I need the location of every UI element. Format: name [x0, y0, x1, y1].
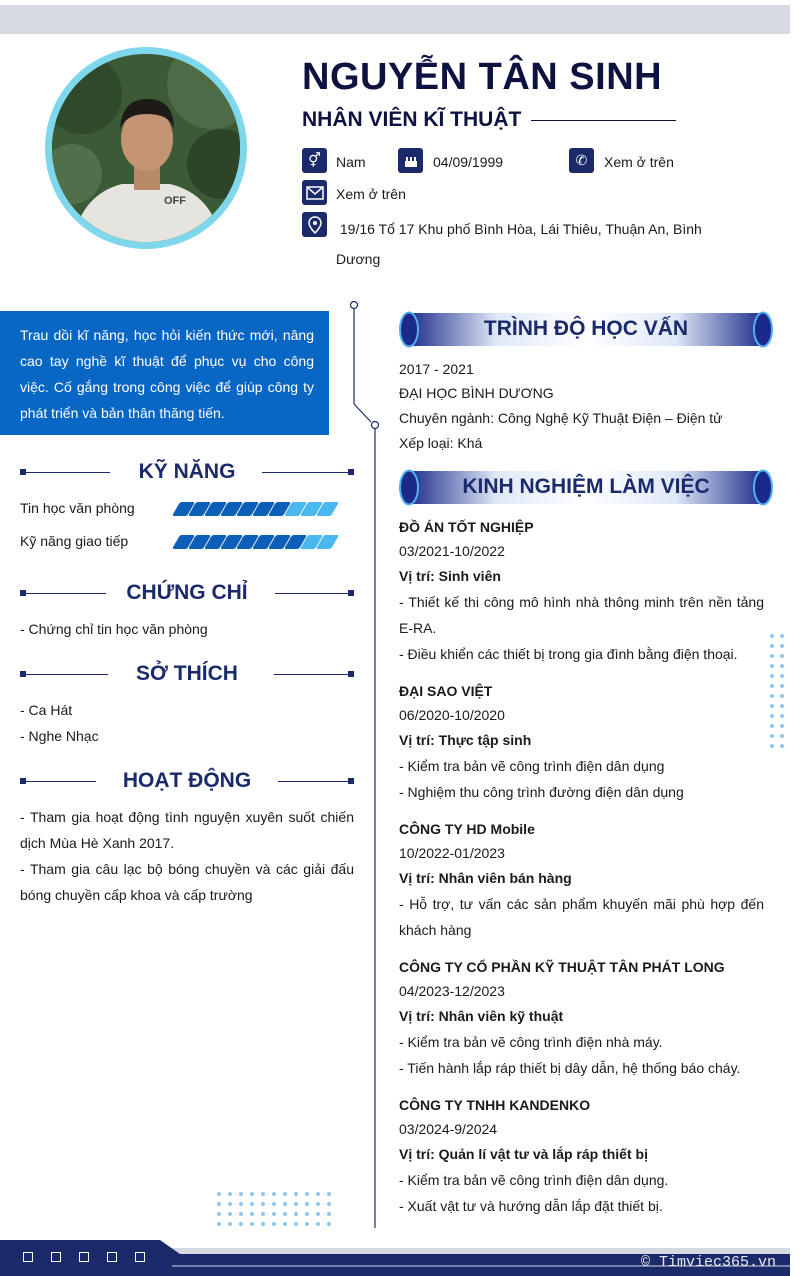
job-company: CÔNG TY CỔ PHẦN KỸ THUẬT TÂN PHÁT LONG [399, 959, 725, 975]
decorative-dot [780, 694, 784, 698]
education-section [399, 357, 764, 455]
activities-heading [20, 771, 354, 791]
decorative-dot [239, 1192, 243, 1196]
decorative-dot [283, 1202, 287, 1206]
decorative-dot [316, 1202, 320, 1206]
education-major: Chuyên ngành: Công Nghệ Kỹ Thuật Điện – Điện tử [399, 410, 723, 426]
job-entry [399, 817, 764, 943]
footer-square-icon [107, 1252, 117, 1262]
decorative-dot [770, 634, 774, 638]
decorative-dot [217, 1212, 221, 1216]
job-bullet: - Hỗ trợ, tư vấn các sản phẩm khuyến mãi phù hợp đến khách hàng [399, 896, 764, 938]
certificate-item: - Chứng chỉ tin học văn phòng [20, 621, 208, 637]
decorative-dot [217, 1222, 221, 1226]
decorative-dot [239, 1202, 243, 1206]
job-bullet: - Xuất vật tư và hướng dẫn lắp đặt thiết bị. [399, 1198, 663, 1214]
phone-text: Xem ở trên [604, 154, 674, 170]
title-divider [531, 120, 676, 121]
decorative-dot [261, 1202, 265, 1206]
decorative-dot [217, 1192, 221, 1196]
job-company: CÔNG TY TNHH KANDENKO [399, 1097, 591, 1113]
decorative-dot [283, 1212, 287, 1216]
job-date: 04/2023-12/2023 [399, 983, 505, 999]
job-date: 03/2021-10/2022 [399, 543, 505, 559]
decorative-dot [228, 1202, 232, 1206]
footer-square-icon [79, 1252, 89, 1262]
dot-pattern-bottom [217, 1192, 338, 1232]
decorative-dot [305, 1202, 309, 1206]
decorative-dot [239, 1212, 243, 1216]
birthday-text: 04/09/1999 [433, 154, 504, 170]
hobby-item: - Nghe Nhạc [20, 728, 99, 744]
decorative-dot [272, 1192, 276, 1196]
decorative-dot [327, 1192, 331, 1196]
avatar-photo [52, 54, 240, 242]
job-entry [399, 955, 764, 1081]
job-date: 10/2022-01/2023 [399, 845, 505, 861]
decorative-dot [770, 734, 774, 738]
decorative-dot [780, 654, 784, 658]
top-bar [0, 5, 790, 34]
gender-icon: ⚥ [302, 148, 327, 173]
decorative-dot [283, 1192, 287, 1196]
decorative-dot [316, 1192, 320, 1196]
decorative-dot [250, 1222, 254, 1226]
job-date: 03/2024-9/2024 [399, 1121, 498, 1137]
decorative-dot [327, 1212, 331, 1216]
decorative-dot [261, 1192, 265, 1196]
decorative-dot [305, 1192, 309, 1196]
decorative-dot [283, 1222, 287, 1226]
decorative-dot [250, 1202, 254, 1206]
decorative-dot [217, 1202, 221, 1206]
address-text: 19/16 Tổ 17 Khu phố Bình Hòa, Lái Thiêu, Thuận An, Bình Dương [336, 221, 702, 267]
job-entry [399, 679, 764, 805]
job-position: Vị trí: Nhân viên bán hàng [399, 870, 572, 886]
decorative-dot [780, 734, 784, 738]
decorative-dot [294, 1192, 298, 1196]
footer-square-icon [23, 1252, 33, 1262]
decorative-dot [780, 634, 784, 638]
job-bullet: - Tiến hành lắp ráp thiết bị dây dẫn, hệ thống báo cháy. [399, 1060, 741, 1076]
decorative-dot [780, 664, 784, 668]
decorative-dot [294, 1212, 298, 1216]
footer-square-icon [135, 1252, 145, 1262]
job-entry [399, 515, 764, 667]
education-grade: Xếp loại: Khá [399, 435, 483, 451]
decorative-dot [770, 724, 774, 728]
certificates-heading [20, 583, 354, 603]
shirt-logo: OFF [164, 195, 186, 207]
decorative-dot [316, 1222, 320, 1226]
timeline-decoration [345, 298, 385, 1228]
decorative-dot [780, 744, 784, 748]
decorative-dot [770, 664, 774, 668]
decorative-dot [228, 1222, 232, 1226]
decorative-dot [780, 724, 784, 728]
decorative-dot [327, 1222, 331, 1226]
skill-label: Kỹ năng giao tiếp [20, 533, 129, 549]
footer-square-icon [51, 1252, 61, 1262]
job-bullet: - Nghiệm thu công trình đường điện dân dụng [399, 784, 684, 800]
job-bullet: - Thiết kế thi công mô hình nhà thông minh trên nền tảng E-RA. [399, 594, 764, 636]
job-bullet: - Kiểm tra bản vẽ công trình điện nhà máy. [399, 1034, 663, 1050]
hobbies-title: SỞ THÍCH [136, 662, 238, 685]
job-company: CÔNG TY HD Mobile [399, 821, 535, 837]
gender-text: Nam [336, 154, 366, 170]
job-position: Vị trí: Sinh viên [399, 568, 501, 584]
decorative-dot [261, 1212, 265, 1216]
skill-bar-communication [176, 535, 335, 549]
decorative-dot [305, 1212, 309, 1216]
job-bullet: - Kiểm tra bản vẽ công trình điện dân dụng [399, 758, 665, 774]
job-position: Vị trí: Quản lí vật tư và lắp ráp thiết bị [399, 1146, 648, 1162]
location-icon [302, 212, 327, 237]
job-company: ĐỒ ÁN TỐT NGHIỆP [399, 519, 534, 535]
job-bullet: - Kiểm tra bản vẽ công trình điện dân dụng. [399, 1172, 669, 1188]
skill-bar-office [176, 502, 335, 516]
decorative-dot [770, 654, 774, 658]
experience-title: KINH NGHIỆM LÀM VIỆC [462, 475, 710, 498]
birthday-cake-icon [398, 148, 423, 173]
dot-pattern-right [770, 634, 790, 754]
decorative-dot [272, 1212, 276, 1216]
decorative-dot [228, 1192, 232, 1196]
watermark: © Timviec365.vn [640, 1254, 776, 1271]
decorative-dot [250, 1192, 254, 1196]
job-company: ĐẠI SAO VIỆT [399, 683, 493, 699]
activity-item: - Tham gia hoạt động tình nguyện xuyên suốt chiến dịch Mùa Hè Xanh 2017. [20, 809, 354, 851]
job-position: Vị trí: Nhân viên kỹ thuật [399, 1008, 564, 1024]
decorative-dot [770, 644, 774, 648]
skill-label: Tin học văn phòng [20, 500, 135, 516]
decorative-dot [272, 1202, 276, 1206]
decorative-dot [770, 744, 774, 748]
decorative-dot [780, 644, 784, 648]
certificates-title: CHỨNG CHỈ [126, 581, 248, 604]
decorative-dot [327, 1202, 331, 1206]
experience-list [399, 515, 764, 1219]
job-date: 06/2020-10/2020 [399, 707, 505, 723]
candidate-name: NGUYỄN TÂN SINH [302, 56, 663, 98]
job-title: NHÂN VIÊN KĨ THUẬT [302, 108, 522, 131]
hobby-item: - Ca Hát [20, 702, 73, 718]
decorative-dot [316, 1212, 320, 1216]
decorative-dot [780, 704, 784, 708]
activity-item: - Tham gia câu lạc bộ bóng chuyền và các giải đấu bóng chuyền cấp khoa và cấp trường [20, 861, 354, 903]
decorative-dot [780, 684, 784, 688]
skills-title: KỸ NĂNG [138, 460, 236, 483]
decorative-dot [305, 1222, 309, 1226]
job-bullet: - Điều khiển các thiết bị trong gia đình bằng điện thoại. [399, 646, 738, 662]
email-icon [302, 180, 327, 205]
hobbies-heading [20, 664, 354, 684]
education-school: ĐẠI HỌC BÌNH DƯƠNG [399, 385, 554, 401]
decorative-dot [780, 714, 784, 718]
job-position: Vị trí: Thực tập sinh [399, 732, 532, 748]
decorative-dot [294, 1202, 298, 1206]
education-period: 2017 - 2021 [399, 361, 474, 377]
decorative-dot [770, 704, 774, 708]
decorative-dot [294, 1222, 298, 1226]
email-text: Xem ở trên [336, 186, 406, 202]
decorative-dot [261, 1222, 265, 1226]
activities-title: HOẠT ĐỘNG [122, 769, 252, 792]
phone-icon: ✆ [569, 148, 594, 173]
job-entry [399, 1093, 764, 1219]
decorative-dot [780, 674, 784, 678]
decorative-dot [770, 694, 774, 698]
decorative-dot [228, 1212, 232, 1216]
decorative-dot [770, 684, 774, 688]
decorative-dot [770, 714, 774, 718]
avatar [52, 54, 240, 242]
education-title: TRÌNH ĐỘ HỌC VẤN [483, 317, 689, 340]
decorative-dot [272, 1222, 276, 1226]
decorative-dot [770, 674, 774, 678]
decorative-dot [239, 1222, 243, 1226]
decorative-dot [250, 1212, 254, 1216]
skills-heading [20, 462, 354, 482]
career-objective: Trau dồi kĩ năng, học hỏi kiến thức mới, nâng cao tay nghề kĩ thuật để phục vụ cho công việc. Cố gắng trong công việc để giúp công ty phát triển và bản thân thăng tiến. [0, 311, 329, 435]
